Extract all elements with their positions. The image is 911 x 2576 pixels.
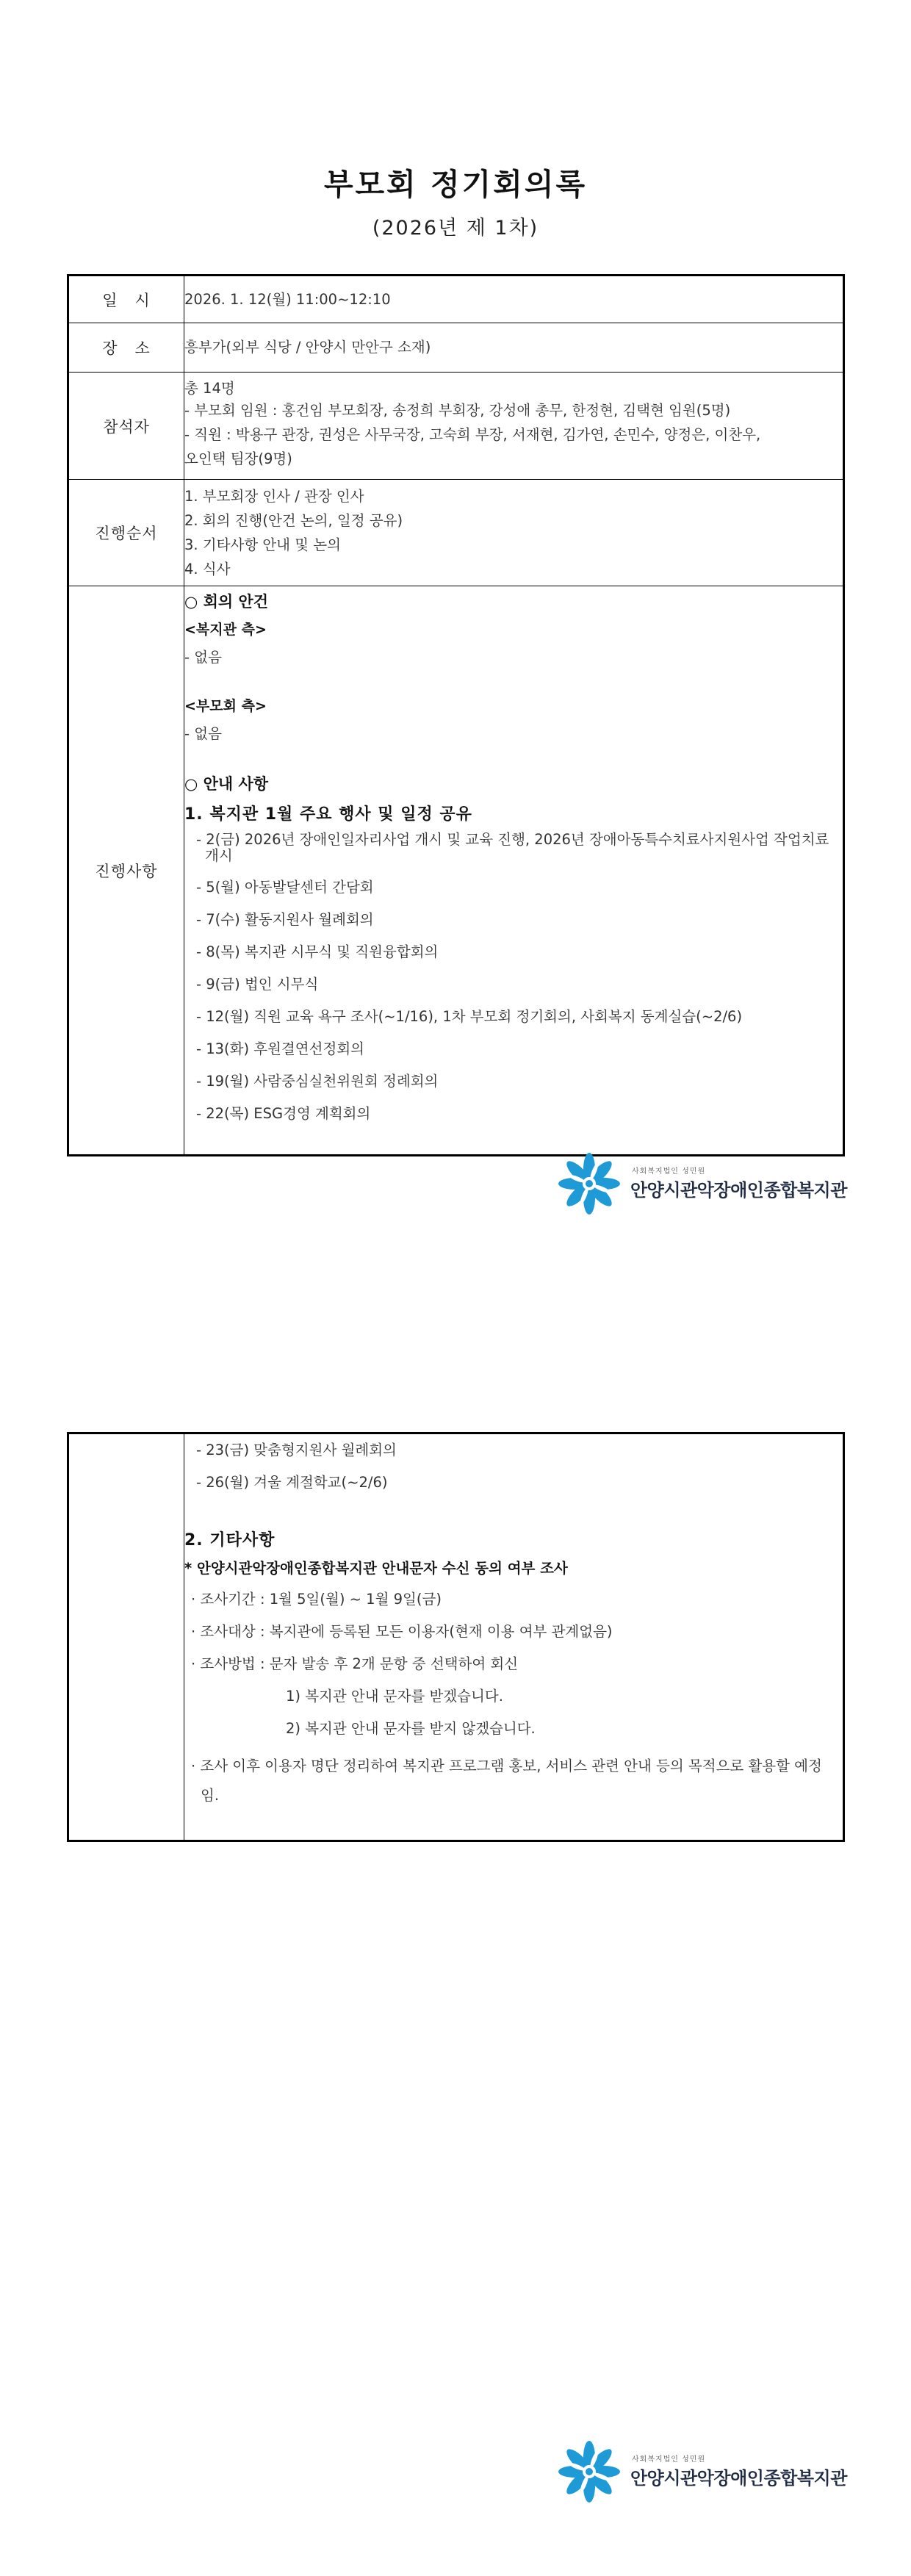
page-2 [0,1288,911,2576]
survey-method: · 조사방법 : 문자 발송 후 2개 문항 중 선택하여 회신 [191,1655,519,1672]
survey-target: · 조사대상 : 복지관에 등록된 모든 이용자(현재 이용 여부 관계없음) [191,1623,613,1640]
schedule-item: - 19(월) 사람중심실천위원회 정례회의 [196,1073,439,1090]
proceedings-value-continued [184,1433,844,1841]
org-logo [554,1151,848,1217]
agenda-item: 2. 회의 진행(안건 논의, 일정 공유) [184,512,403,529]
agenda-value [184,480,844,586]
agenda-label: 진행순서 [68,480,184,586]
proceedings-label-continued [68,1433,184,1841]
date-label: 일 시 [68,276,184,323]
flower-logo-icon [554,2439,627,2505]
attendees-value [184,373,844,480]
proceedings-label: 진행사항 [68,586,184,1156]
flower-logo-icon [554,1151,627,1217]
attendees-parents: - 부모회 임원 : 홍건임 부모회장, 송정희 부회장, 강성애 총무, 한정현, 김택현 임원(5명) [184,402,731,419]
parents-side-value: - 없음 [184,725,222,742]
survey-option-2: 2) 복지관 안내 문자를 받지 않겠습니다. [286,1720,536,1737]
survey-usage-list [184,1752,843,1810]
notice-heading: ○ 안내 사항 [184,775,269,793]
attendees-staff-cont: 오인택 팀장(9명) [184,450,292,467]
org-logo [554,2439,848,2505]
place-value: 흥부가(외부 식당 / 안양시 만안구 소재) [184,323,844,373]
row-attendees [68,373,844,480]
attendees-label: 참석자 [68,373,184,480]
row-agenda [68,480,844,586]
schedule-item: - 26(월) 겨울 계절학교(~2/6) [196,1474,388,1491]
attendees-total: 총 14명 [184,380,235,397]
row-proceedings-continued [68,1433,844,1841]
meeting-agenda-heading: ○ 회의 안건 [184,593,269,611]
row-proceedings [68,586,844,1156]
row-place [68,323,844,373]
survey-heading: * 안양시관악장애인종합복지관 안내문자 수신 동의 여부 조사 [184,1560,568,1577]
schedule-heading: 1. 복지관 1월 주요 행사 및 일정 공유 [184,805,472,824]
schedule-list [184,832,843,1123]
schedule-item: - 23(금) 맞춤형지원사 월례회의 [196,1442,397,1458]
schedule-list-continued [184,1442,843,1492]
date-value: 2026. 1. 12(월) 11:00~12:10 [184,276,844,323]
place-label: 장 소 [68,323,184,373]
document-subtitle: (2026년 제 1차) [372,217,539,240]
attendees-staff: - 직원 : 박용구 관장, 권성은 사무국장, 고숙희 부장, 서재현, 김가연, 손민수, 양정은, 이찬우, [184,426,761,443]
minutes-table-continued [67,1432,845,1842]
schedule-item: - 8(목) 복지관 시무식 및 직원융합회의 [196,943,439,960]
schedule-item: - 7(수) 활동지원사 월례회의 [196,911,374,928]
logo-small-text: 사회복지법인 성민원 [632,1168,706,1176]
other-heading: 2. 기타사항 [184,1531,276,1550]
schedule-item: - 13(화) 후원결연선정회의 [196,1040,364,1057]
schedule-item: - 9(금) 법인 시무식 [196,976,319,993]
survey-usage: · 조사 이후 이용자 명단 정리하여 복지관 프로그램 홍보, 서비스 관련 안내 등의 목적으로 활용할 예정임. [191,1757,822,1804]
logo-small-text: 사회복지법인 성민원 [632,2456,706,2464]
agenda-item: 1. 부모회장 인사 / 관장 인사 [184,488,364,505]
welfare-side-value: - 없음 [184,649,222,666]
survey-period: · 조사기간 : 1월 5일(월) ~ 1월 9일(금) [191,1591,442,1608]
survey-option-1: 1) 복지관 안내 문자를 받겠습니다. [286,1688,503,1705]
proceedings-value [184,586,844,1156]
welfare-side-heading: <복지관 측> [184,622,267,638]
schedule-item: - 2(금) 2026년 장애인일자리사업 개시 및 교육 진행, 2026년 장애아동특수치료사지원사업 작업치료 개시 [196,831,829,864]
document-title: 부모회 정기회의록 [323,167,588,202]
parents-side-heading: <부모회 측> [184,698,267,714]
schedule-item: - 12(월) 직원 교육 욕구 조사(~1/16), 1차 부모회 정기회의, 사회복지 동계실습(~2/6) [196,1008,743,1025]
agenda-item: 3. 기타사항 안내 및 논의 [184,536,341,553]
row-date [68,276,844,323]
logo-org-name: 안양시관악장애인종합복지관 [630,2468,847,2489]
survey-list [184,1590,843,1674]
minutes-table [67,274,845,1156]
schedule-item: - 22(목) ESG경영 계획회의 [196,1105,371,1122]
schedule-item: - 5(월) 아동발달센터 간담회 [196,879,374,896]
agenda-item: 4. 식사 [184,561,231,578]
logo-org-name: 안양시관악장애인종합복지관 [630,1180,847,1201]
